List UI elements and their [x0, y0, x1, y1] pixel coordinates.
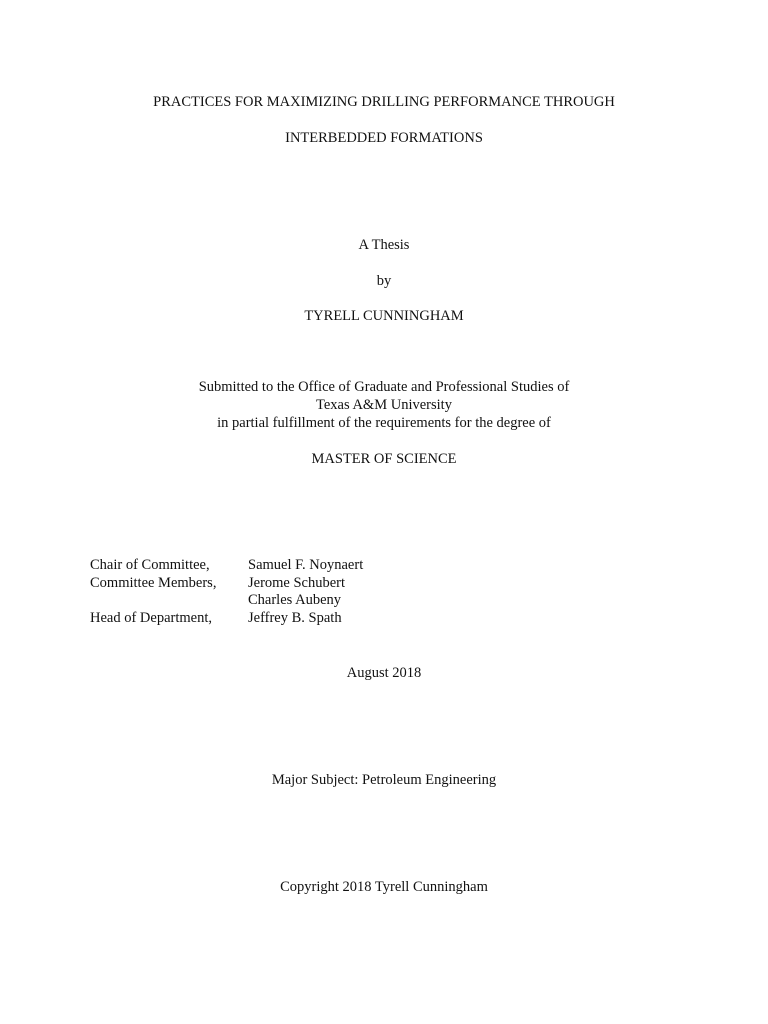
author-name: TYRELL CUNNINGHAM	[304, 308, 464, 324]
title-line-2: INTERBEDDED FORMATIONS	[285, 130, 483, 146]
committee-member: Jerome Schubert	[248, 574, 346, 591]
committee-row	[90, 575, 363, 593]
title-line-1: PRACTICES FOR MAXIMIZING DRILLING PERFORMANCE THROUGH	[153, 94, 615, 110]
committee-role	[90, 592, 248, 610]
by-label: by	[376, 273, 392, 289]
submission-line-1: Submitted to the Office of Graduate and Professional Studies of	[198, 379, 570, 395]
copyright-notice: Copyright 2018 Tyrell Cunningham	[280, 879, 488, 895]
committee-member: Charles Aubeny	[248, 592, 342, 609]
committee-role: Committee Members,	[90, 574, 217, 591]
committee-member: Samuel F. Noynaert	[248, 557, 364, 573]
committee-list	[90, 557, 363, 628]
committee-row	[90, 557, 363, 575]
submission-line-2: Texas A&M University	[316, 397, 452, 413]
major-subject: Major Subject: Petroleum Engineering	[271, 772, 497, 788]
submission-line-3: in partial fulfillment of the requirements for the degree of	[217, 415, 551, 431]
committee-role: Chair of Committee,	[90, 557, 210, 573]
committee-role: Head of Department,	[90, 610, 212, 627]
document-type: A Thesis	[358, 237, 410, 253]
committee-row	[90, 610, 363, 628]
committee-row	[90, 592, 363, 610]
submission-date: August 2018	[346, 665, 422, 681]
degree: MASTER OF SCIENCE	[311, 451, 457, 467]
committee-member: Jeffrey B. Spath	[248, 610, 342, 627]
